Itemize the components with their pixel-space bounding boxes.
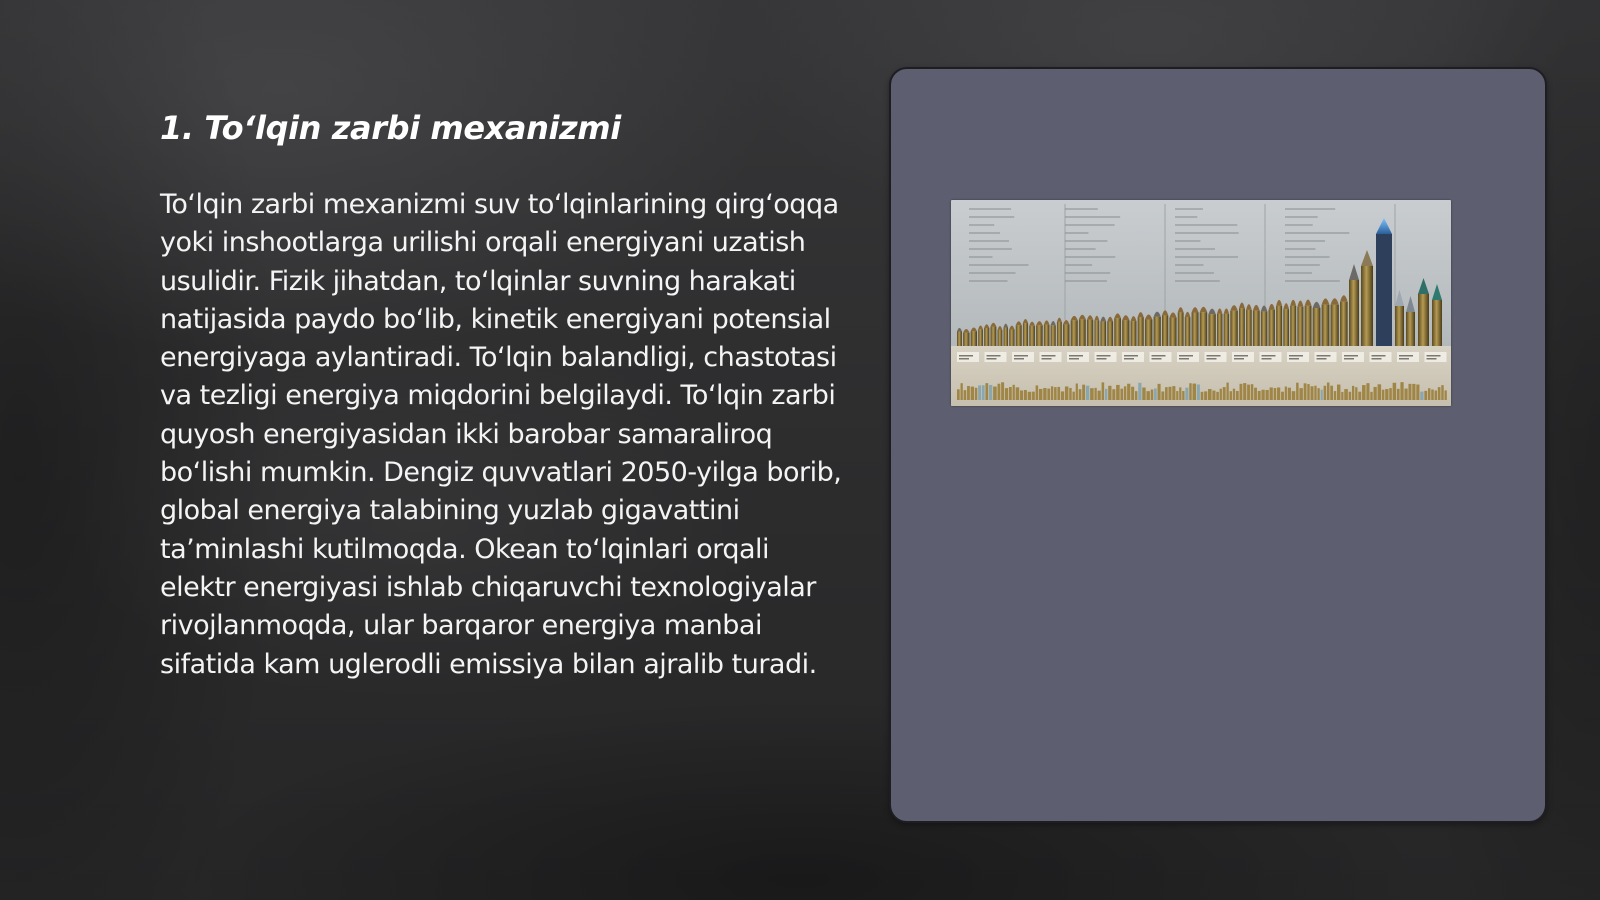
small-cartridge xyxy=(1236,391,1239,400)
small-cartridge xyxy=(1151,390,1154,400)
small-cartridge xyxy=(1016,387,1020,400)
small-cartridge xyxy=(1079,389,1082,400)
small-cartridge xyxy=(978,385,981,400)
small-cartridge xyxy=(1404,389,1407,400)
small-cartridge xyxy=(964,390,967,400)
small-cartridge xyxy=(1179,387,1181,400)
small-cartridge xyxy=(1094,388,1096,400)
small-cartridge xyxy=(1397,389,1400,400)
small-cartridge xyxy=(1445,390,1447,400)
small-cartridge xyxy=(1098,391,1101,400)
cartridge xyxy=(984,324,989,346)
small-cartridge xyxy=(1135,391,1137,400)
small-cartridge xyxy=(1212,391,1215,400)
cartridge xyxy=(990,323,996,346)
cartridge xyxy=(1208,309,1215,346)
small-cartridge xyxy=(1251,384,1254,400)
cartridge xyxy=(1079,315,1086,346)
small-cartridge xyxy=(1176,391,1178,400)
cartridge xyxy=(1313,302,1321,346)
cartridge xyxy=(1322,298,1330,346)
small-cartridge xyxy=(1330,386,1333,400)
small-cartridge xyxy=(1420,392,1423,400)
cartridge xyxy=(1004,324,1008,346)
small-cartridge xyxy=(1299,388,1302,400)
small-cartridge xyxy=(1043,388,1046,400)
small-cartridge xyxy=(1197,384,1200,400)
small-cartridge xyxy=(1428,388,1430,400)
cartridge xyxy=(971,328,977,346)
small-cartridge xyxy=(1416,385,1419,400)
small-cartridge xyxy=(1189,383,1191,400)
small-cartridge xyxy=(1146,391,1149,400)
small-cartridge xyxy=(1349,392,1352,400)
small-cartridge xyxy=(1317,388,1319,400)
small-cartridge xyxy=(1281,392,1284,400)
small-cartridge xyxy=(985,383,988,400)
small-cartridge xyxy=(1266,390,1269,400)
small-cartridge xyxy=(1334,391,1336,400)
small-cartridge xyxy=(1120,389,1123,400)
cartridge xyxy=(1051,321,1056,346)
small-cartridge xyxy=(1435,391,1437,400)
small-cartridge xyxy=(1277,387,1280,400)
cartridge xyxy=(1261,305,1267,346)
small-cartridge xyxy=(961,383,963,400)
small-cartridge xyxy=(1047,389,1050,400)
cartridge xyxy=(1107,317,1113,346)
small-cartridge xyxy=(1400,382,1403,400)
small-cartridge xyxy=(1352,386,1354,400)
small-cartridge xyxy=(1254,388,1257,400)
cartridge xyxy=(1122,315,1129,346)
small-cartridge xyxy=(1051,386,1053,400)
small-cartridge xyxy=(1069,388,1072,400)
cartridge xyxy=(1154,312,1161,346)
small-cartridge xyxy=(1116,385,1120,400)
small-cartridge xyxy=(1001,382,1004,400)
small-cartridge xyxy=(1032,392,1035,400)
cartridge xyxy=(1269,304,1275,346)
small-cartridge xyxy=(1327,383,1330,400)
small-cartridge xyxy=(1285,387,1287,400)
small-cartridge xyxy=(1314,386,1316,400)
small-cartridge xyxy=(1344,389,1348,400)
small-cartridge xyxy=(1270,387,1273,400)
cartridge xyxy=(1276,300,1282,346)
cartridge xyxy=(1138,312,1144,346)
cartridge xyxy=(1016,321,1022,346)
small-cartridge xyxy=(1108,386,1111,400)
small-cartridge xyxy=(1158,384,1161,400)
photo-illustration xyxy=(951,200,1451,406)
small-cartridge xyxy=(1441,385,1443,400)
small-cartridge xyxy=(1296,383,1299,400)
small-cartridge xyxy=(1009,387,1012,400)
cartridge xyxy=(1217,308,1222,346)
small-cartridge xyxy=(1424,391,1427,400)
small-cartridge xyxy=(1124,386,1126,400)
cartridge xyxy=(963,329,969,346)
cartridge xyxy=(1169,312,1176,346)
cartridge xyxy=(1087,315,1093,346)
small-cartridge xyxy=(1378,384,1382,400)
small-cartridge xyxy=(1385,389,1388,400)
small-cartridge xyxy=(1204,391,1207,400)
cartridge xyxy=(1145,315,1152,346)
small-cartridge xyxy=(971,387,974,400)
small-cartridge xyxy=(1431,389,1434,400)
small-cartridge xyxy=(1321,390,1323,400)
cartridge xyxy=(1185,312,1191,346)
large-shell xyxy=(1349,264,1359,346)
small-cartridge xyxy=(1226,383,1228,400)
small-cartridge xyxy=(1288,388,1291,400)
small-cartridge xyxy=(1112,389,1115,400)
cartridge xyxy=(1340,295,1348,346)
cartridge xyxy=(1029,322,1035,346)
small-cartridge xyxy=(1292,391,1296,400)
small-cartridge xyxy=(1261,390,1264,400)
small-cartridge xyxy=(1105,389,1107,400)
small-cartridge xyxy=(1324,386,1327,400)
cartridge xyxy=(1224,308,1229,346)
small-cartridge xyxy=(1039,389,1042,400)
small-cartridge xyxy=(1243,383,1246,400)
cartridge xyxy=(1290,300,1296,346)
cartridge xyxy=(1063,320,1069,346)
small-cartridge xyxy=(1168,387,1171,400)
small-cartridge xyxy=(1090,388,1094,400)
small-cartridge xyxy=(1389,388,1392,400)
cartridge xyxy=(1094,316,1099,346)
small-cartridge xyxy=(1247,385,1250,400)
cartridge xyxy=(1297,301,1303,346)
cartridge xyxy=(1100,317,1106,346)
small-cartridge xyxy=(1076,383,1078,400)
small-cartridge xyxy=(1036,385,1039,400)
cartridge xyxy=(1071,316,1078,346)
cartridge xyxy=(1283,303,1289,346)
small-cartridge xyxy=(1172,386,1175,400)
small-cartridge xyxy=(1230,391,1232,400)
small-cartridge xyxy=(1358,392,1361,400)
small-cartridge xyxy=(957,389,960,400)
small-cartridge xyxy=(1165,387,1168,400)
small-cartridge xyxy=(1382,390,1384,400)
small-cartridge xyxy=(1182,391,1184,400)
media-panel xyxy=(889,67,1547,823)
small-cartridge xyxy=(1307,384,1309,400)
cartridge xyxy=(1239,303,1245,346)
small-cartridge xyxy=(1013,385,1015,400)
small-cartridge xyxy=(1304,383,1307,400)
cartridge xyxy=(1178,307,1184,346)
small-cartridge xyxy=(975,388,977,400)
small-cartridge xyxy=(1438,387,1441,400)
small-cartridge xyxy=(1258,391,1261,400)
cartridge xyxy=(957,328,962,346)
cartridge xyxy=(1023,319,1028,346)
small-cartridge xyxy=(1201,392,1204,400)
cartridge xyxy=(1305,300,1312,346)
small-cartridge xyxy=(1185,388,1188,400)
small-cartridge xyxy=(1054,387,1057,400)
small-cartridge xyxy=(1024,390,1027,400)
cartridge xyxy=(1131,316,1137,346)
small-cartridge xyxy=(1138,383,1141,400)
small-cartridge xyxy=(1005,388,1008,400)
cartridge xyxy=(1331,298,1339,346)
small-cartridge xyxy=(1223,387,1226,400)
small-cartridge xyxy=(1274,388,1277,400)
cartridge xyxy=(1200,307,1207,346)
cartridge xyxy=(1253,305,1260,346)
small-cartridge xyxy=(1028,392,1032,400)
small-cartridge xyxy=(1233,389,1235,400)
small-cartridge xyxy=(1154,388,1157,400)
small-cartridge xyxy=(989,385,992,400)
cartridge xyxy=(998,326,1003,346)
small-cartridge xyxy=(982,385,985,400)
cartridge xyxy=(1162,310,1168,346)
small-cartridge xyxy=(1412,384,1415,400)
small-cartridge xyxy=(1408,384,1411,400)
cartridge xyxy=(1246,304,1252,346)
slide-body-text: To‘lqin zarbi mexanizmi suv to‘lqinlarining qirg‘oqqa yoki inshootlarga urilishi orqali energiyani uzatish usulidir. Fizik jihatdan, to‘lqinlar suvning harakati natijasida paydo bo‘lib, kinetik energiyani potensial energiyaga aylantiradi. To‘lqin balandligi, chastotasi va tezligi energiya miqdorini belgilaydi. To‘lqin zarbi quyosh energiyasidan ikki barobar samaraliroq bo‘lishi mumkin. Dengiz quvvatlari 2050-yilga borib, global energiya talabining yuzlab gigavattini ta’minlashi kutilmoqda. Okean to‘lqinlari orqali elektr energiyasi ishlab chiqaruvchi texnologiyalar rivojlanmoqda, ular barqaror energiya manbai sifatida kam uglerodli emissiya bilan ajralib turadi. xyxy=(160,189,842,680)
cartridge xyxy=(1036,321,1043,346)
small-cartridge xyxy=(1061,391,1064,400)
large-shell xyxy=(1376,218,1392,346)
cartridge xyxy=(1044,320,1050,346)
small-cartridge xyxy=(1102,382,1105,400)
small-cartridge xyxy=(1208,389,1212,400)
cartridge xyxy=(1230,305,1238,346)
small-cartridge xyxy=(1086,386,1089,400)
small-cartridge xyxy=(1373,387,1376,400)
small-cartridge xyxy=(1057,387,1060,400)
small-cartridge xyxy=(1220,389,1222,400)
small-cartridge xyxy=(1240,384,1243,400)
small-cartridge xyxy=(1355,387,1357,400)
small-cartridge xyxy=(1370,392,1372,400)
slide-title: 1. To‘lqin zarbi mexanizmi xyxy=(160,109,621,147)
small-cartridge xyxy=(993,387,997,400)
small-cartridge xyxy=(1193,384,1197,400)
large-shell xyxy=(1361,250,1373,346)
small-cartridge xyxy=(1131,387,1134,400)
cartridge xyxy=(1009,326,1014,346)
cartridge xyxy=(1192,307,1199,346)
cartridge xyxy=(1114,313,1121,346)
small-cartridge xyxy=(1341,392,1343,400)
small-cartridge xyxy=(1366,383,1369,400)
cartridge xyxy=(1057,318,1062,346)
small-cartridge xyxy=(1216,392,1219,400)
cartridge-comparison-photo xyxy=(951,200,1451,406)
small-cartridge xyxy=(967,386,970,400)
small-cartridge xyxy=(1072,392,1074,400)
small-cartridge xyxy=(1142,388,1145,400)
small-cartridge xyxy=(998,384,1001,400)
small-cartridge xyxy=(1362,385,1366,400)
cartridge xyxy=(978,326,983,346)
small-cartridge xyxy=(1337,385,1340,400)
small-cartridge xyxy=(1065,386,1068,400)
small-cartridge xyxy=(1393,383,1397,400)
small-cartridge xyxy=(1161,391,1164,400)
small-cartridge xyxy=(1127,384,1130,400)
small-cartridge xyxy=(1020,390,1023,400)
small-cartridge xyxy=(1310,386,1313,400)
small-cartridge xyxy=(1082,385,1085,400)
